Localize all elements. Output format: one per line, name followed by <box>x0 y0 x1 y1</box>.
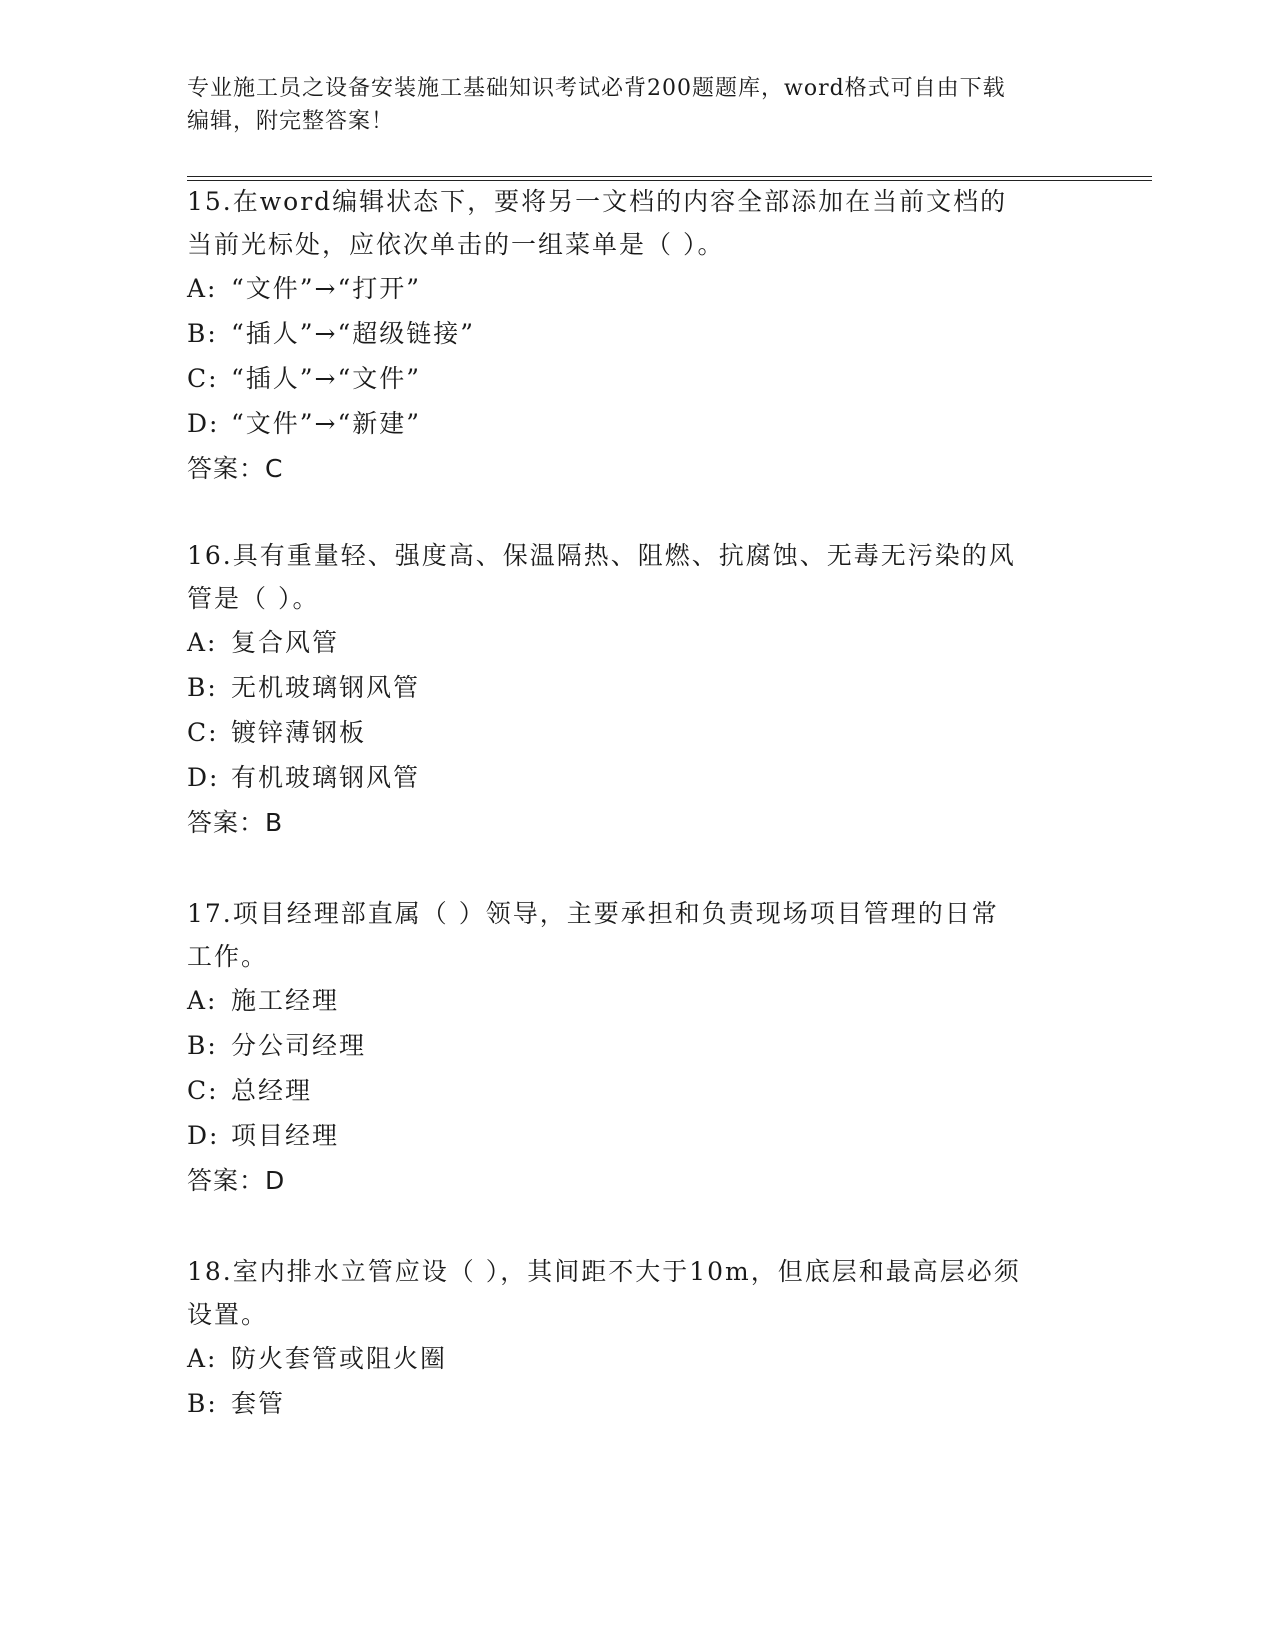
option-text: “插人”→“超级链接” <box>231 319 476 348</box>
option-b <box>187 1023 1087 1068</box>
option-text: “文件”→“打开” <box>231 274 422 303</box>
option-text: 无机玻璃钢风管 <box>231 673 421 702</box>
question-stem <box>187 1250 1087 1336</box>
question-stem-line-2: 当前光标处，应依次单击的一组菜单是（ ）。 <box>187 230 725 259</box>
option-letter: D: <box>187 409 220 438</box>
option-letter: B: <box>187 673 218 702</box>
question-stem-line-2: 设置。 <box>187 1300 269 1329</box>
question-stem <box>187 534 1087 620</box>
option-text: 总经理 <box>231 1076 313 1105</box>
option-text: 分公司经理 <box>231 1031 367 1060</box>
option-letter: B: <box>187 1031 218 1060</box>
question-stem-line-1: 18.室内排水立管应设（ ），其间距不大于10m，但底层和最高层必须 <box>187 1257 1021 1286</box>
option-letter: D: <box>187 763 220 792</box>
option-c <box>187 1068 1087 1113</box>
option-a <box>187 1336 1087 1381</box>
option-text: 复合风管 <box>231 628 340 657</box>
document-header <box>187 72 1067 138</box>
option-letter: C: <box>187 1076 219 1105</box>
option-d <box>187 755 1087 800</box>
question-17 <box>187 892 1087 1203</box>
option-letter: B: <box>187 1389 218 1418</box>
question-stem-line-1: 16.具有重量轻、强度高、保温隔热、阻燃、抗腐蚀、无毒无污染的风 <box>187 541 1016 570</box>
option-d <box>187 1113 1087 1158</box>
option-letter: A: <box>187 628 218 657</box>
header-line-2: 编辑，附完整答案！ <box>187 109 395 134</box>
option-letter: A: <box>187 274 218 303</box>
header-line-1: 专业施工员之设备安装施工基础知识考试必背200题题库，word格式可自由下载 <box>187 76 1006 101</box>
question-stem-line-1: 15.在word编辑状态下，要将另一文档的内容全部添加在当前文档的 <box>187 187 1008 216</box>
option-letter: C: <box>187 364 219 393</box>
answer-line: 答案：B <box>187 808 284 837</box>
question-16 <box>187 534 1087 845</box>
question-stem <box>187 180 1087 266</box>
option-a <box>187 978 1087 1023</box>
option-b <box>187 665 1087 710</box>
option-b <box>187 311 1087 356</box>
option-letter: D: <box>187 1121 220 1150</box>
option-text: 防火套管或阻火圈 <box>231 1344 448 1373</box>
option-b <box>187 1381 1087 1426</box>
answer-line: 答案：C <box>187 454 284 483</box>
option-text: “文件”→“新建” <box>231 409 422 438</box>
option-letter: A: <box>187 1344 218 1373</box>
option-letter: C: <box>187 718 219 747</box>
question-15 <box>187 180 1087 491</box>
option-letter: A: <box>187 986 218 1015</box>
option-c <box>187 710 1087 755</box>
question-stem <box>187 892 1087 978</box>
question-stem-line-2: 管是（ ）。 <box>187 584 320 613</box>
option-d <box>187 401 1087 446</box>
option-text: 施工经理 <box>231 986 340 1015</box>
option-letter: B: <box>187 319 218 348</box>
option-a <box>187 266 1087 311</box>
option-c <box>187 356 1087 401</box>
option-text: “插人”→“文件” <box>231 364 422 393</box>
question-stem-line-1: 17.项目经理部直属（ ）领导，主要承担和负责现场项目管理的日常 <box>187 899 999 928</box>
option-text: 有机玻璃钢风管 <box>231 763 421 792</box>
option-text: 镀锌薄钢板 <box>231 718 367 747</box>
question-18 <box>187 1250 1087 1426</box>
question-stem-line-2: 工作。 <box>187 942 269 971</box>
option-text: 项目经理 <box>231 1121 340 1150</box>
option-text: 套管 <box>231 1389 286 1418</box>
option-a <box>187 620 1087 665</box>
answer-line: 答案：D <box>187 1166 286 1195</box>
